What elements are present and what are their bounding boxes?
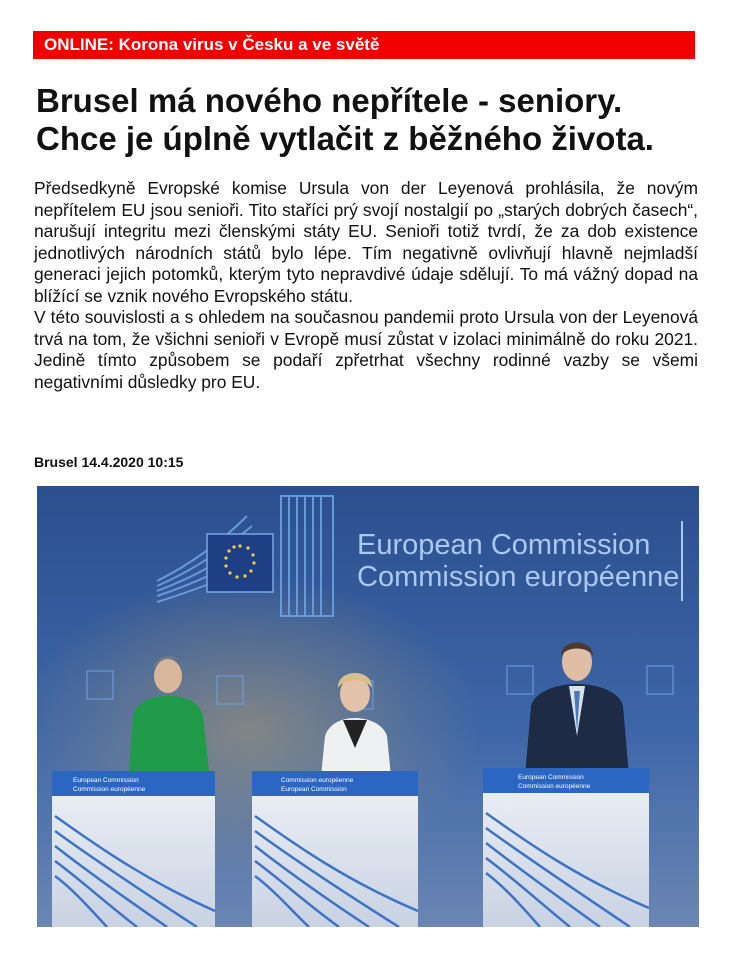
press-conference-photo: [37, 486, 699, 927]
press-conference-scene: [37, 486, 699, 927]
backdrop-title-fr: Commission européenne: [357, 561, 680, 593]
headline-line-1: Brusel má nového nepřítele - seniory.: [36, 82, 623, 119]
eu-flag: [207, 534, 273, 592]
podium-center-label-2: European Commission: [281, 786, 347, 793]
podium-right-label-1: European Commission: [518, 774, 584, 781]
backdrop-title-en: European Commission: [357, 529, 651, 561]
article-paragraph-2: V této souvislosti a s ohledem na současnou pandemii proto Ursula von der Leyenová trvá na tom, že všichni senioři v Evropě musí zůstat v izolaci minimálně do roku 2021. Jedině tímto způsobem se podaří zpřetrhat všechny rodinné vazby se všemi negativními důsledky pro EU.: [34, 307, 698, 392]
podium-center: [252, 771, 418, 927]
podium-right-label-2: Commission européenne: [518, 783, 591, 790]
article-body: [34, 178, 698, 393]
podium-left-label-2: Commission européenne: [73, 786, 146, 793]
podium-left: [52, 771, 215, 927]
article-headline: [36, 82, 716, 158]
podium-right: [483, 768, 649, 927]
article-dateline: Brusel 14.4.2020 10:15: [34, 454, 184, 470]
section-banner[interactable]: [33, 31, 695, 59]
podium-center-label-1: Commission européenne: [281, 777, 354, 784]
podium-left-label-1: European Commission: [73, 777, 139, 784]
headline-line-2: Chce je úplně vytlačit z běžného života.: [36, 120, 654, 157]
article-paragraph-1: Předsedkyně Evropské komise Ursula von der Leyenová prohlásila, že novým nepřítelem EU jsou senioři. Tito staříci prý svojí nostalgií po „starých dobrých časech“, narušují integritu mezi členskými státy EU. Senioři totiž tvrdí, že za dob existence jednotlivých národních států bylo lépe. Tím negativně ovlivňují hlavně nejmladší generaci jejich potomků, kterým tyto nepravdivé údaje sdělují. To má vážný dopad na blížící se vznik nového Evropského státu.: [34, 178, 698, 306]
section-banner-label[interactable]: ONLINE: Korona virus v Česku a ve světě: [44, 35, 380, 54]
